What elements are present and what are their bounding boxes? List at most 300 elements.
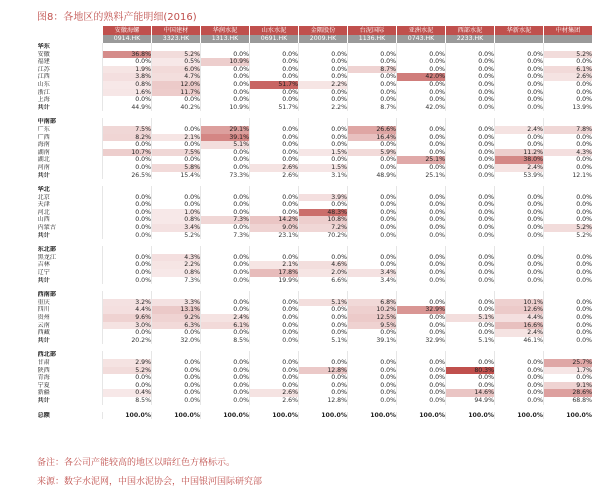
value-cell: 0.0% bbox=[446, 216, 495, 224]
value-cell: 0.0% bbox=[250, 134, 299, 142]
empty-cell bbox=[250, 118, 299, 126]
empty-cell bbox=[397, 186, 446, 194]
value-cell: 0.0% bbox=[446, 269, 495, 277]
value-cell: 0.5% bbox=[152, 58, 201, 66]
value-cell: 0.0% bbox=[201, 96, 250, 104]
value-cell: 0.0% bbox=[201, 261, 250, 269]
value-cell: 13.9% bbox=[544, 104, 593, 112]
value-cell: 0.0% bbox=[201, 397, 250, 405]
value-cell: 0.0% bbox=[201, 299, 250, 307]
value-cell: 0.0% bbox=[397, 232, 446, 240]
value-cell: 0.0% bbox=[544, 277, 593, 285]
subtotal-row bbox=[38, 232, 593, 240]
value-cell: 0.0% bbox=[299, 254, 348, 262]
value-cell: 0.0% bbox=[103, 254, 152, 262]
value-cell: 0.0% bbox=[495, 201, 544, 209]
value-cell: 5.2% bbox=[544, 232, 593, 240]
value-cell: 2.6% bbox=[250, 397, 299, 405]
value-cell: 1.9% bbox=[103, 66, 152, 74]
value-cell: 0.0% bbox=[446, 232, 495, 240]
value-cell: 100.0% bbox=[495, 412, 544, 420]
empty-cell bbox=[544, 351, 593, 359]
value-cell: 3.4% bbox=[152, 224, 201, 232]
value-cell: 6.1% bbox=[544, 66, 593, 74]
row-label: 江苏 bbox=[37, 65, 50, 73]
row-label: 安徽 bbox=[37, 50, 50, 58]
empty-cell bbox=[495, 351, 544, 359]
row-label: 江西 bbox=[37, 73, 50, 81]
value-cell: 2.6% bbox=[250, 164, 299, 172]
value-cell: 6.0% bbox=[152, 66, 201, 74]
value-cell: 2.0% bbox=[299, 269, 348, 277]
row-label: 共计 bbox=[37, 103, 50, 111]
value-cell: 4.4% bbox=[103, 306, 152, 314]
company-header: 中国建材 bbox=[152, 26, 201, 35]
empty-cell bbox=[103, 351, 152, 359]
value-cell: 0.0% bbox=[103, 374, 152, 382]
value-cell: 2.6% bbox=[250, 389, 299, 397]
value-cell: 39.1% bbox=[348, 337, 397, 345]
value-cell: 0.0% bbox=[495, 277, 544, 285]
value-cell: 0.0% bbox=[495, 194, 544, 202]
empty-cell bbox=[103, 291, 152, 299]
stock-code-row bbox=[38, 35, 593, 43]
value-cell: 0.0% bbox=[348, 359, 397, 367]
empty-cell bbox=[495, 186, 544, 194]
value-cell: 0.0% bbox=[201, 51, 250, 59]
value-cell: 10.9% bbox=[201, 58, 250, 66]
value-cell: 3.1% bbox=[299, 172, 348, 180]
value-cell: 0.0% bbox=[299, 141, 348, 149]
row-label: 海南 bbox=[37, 141, 50, 149]
value-cell: 9.2% bbox=[152, 314, 201, 322]
value-cell: 7.3% bbox=[201, 216, 250, 224]
value-cell: 80.3% bbox=[446, 367, 495, 375]
value-cell: 0.0% bbox=[250, 374, 299, 382]
value-cell: 0.0% bbox=[397, 314, 446, 322]
value-cell: 7.8% bbox=[544, 126, 593, 134]
value-cell: 10.1% bbox=[495, 299, 544, 307]
value-cell: 0.0% bbox=[446, 374, 495, 382]
value-cell: 0.0% bbox=[446, 134, 495, 142]
value-cell: 0.0% bbox=[495, 134, 544, 142]
province-row bbox=[38, 306, 593, 314]
province-row bbox=[38, 58, 593, 66]
value-cell: 0.0% bbox=[397, 216, 446, 224]
province-row bbox=[38, 314, 593, 322]
empty-cell bbox=[544, 43, 593, 51]
value-cell: 0.0% bbox=[348, 81, 397, 89]
value-cell: 2.1% bbox=[152, 134, 201, 142]
empty-cell bbox=[152, 186, 201, 194]
value-cell: 0.0% bbox=[103, 224, 152, 232]
value-cell: 0.0% bbox=[201, 224, 250, 232]
value-cell: 12.6% bbox=[495, 306, 544, 314]
subtotal-row bbox=[38, 397, 593, 405]
value-cell: 0.0% bbox=[397, 374, 446, 382]
value-cell: 0.0% bbox=[103, 156, 152, 164]
empty-cell bbox=[103, 246, 152, 254]
province-row bbox=[38, 156, 593, 164]
value-cell: 0.0% bbox=[544, 374, 593, 382]
empty-cell bbox=[446, 291, 495, 299]
value-cell: 0.0% bbox=[348, 261, 397, 269]
province-row bbox=[38, 51, 593, 59]
value-cell: 0.0% bbox=[446, 359, 495, 367]
value-cell: 0.0% bbox=[103, 232, 152, 240]
value-cell: 1.5% bbox=[299, 149, 348, 157]
value-cell: 0.0% bbox=[397, 66, 446, 74]
value-cell: 0.4% bbox=[103, 389, 152, 397]
value-cell: 5.9% bbox=[348, 149, 397, 157]
value-cell: 0.0% bbox=[446, 141, 495, 149]
value-cell: 0.0% bbox=[348, 58, 397, 66]
value-cell: 6.8% bbox=[348, 299, 397, 307]
value-cell: 0.0% bbox=[397, 51, 446, 59]
value-cell: 0.0% bbox=[446, 254, 495, 262]
value-cell: 0.0% bbox=[299, 322, 348, 330]
value-cell: 5.1% bbox=[446, 337, 495, 345]
stock-code: 2009.HK bbox=[299, 35, 348, 43]
value-cell: 100.0% bbox=[250, 412, 299, 420]
grand-total-row bbox=[38, 412, 593, 420]
value-cell: 0.0% bbox=[103, 261, 152, 269]
value-cell: 0.0% bbox=[103, 201, 152, 209]
capacity-heatmap-table bbox=[37, 26, 592, 419]
value-cell: 0.0% bbox=[397, 201, 446, 209]
value-cell: 1.5% bbox=[299, 164, 348, 172]
value-cell: 0.0% bbox=[544, 96, 593, 104]
value-cell: 0.0% bbox=[299, 389, 348, 397]
value-cell: 0.0% bbox=[544, 194, 593, 202]
row-label: 青海 bbox=[37, 374, 50, 382]
row-label: 贵州 bbox=[37, 314, 50, 321]
empty-cell bbox=[103, 118, 152, 126]
value-cell: 0.0% bbox=[152, 374, 201, 382]
value-cell: 0.0% bbox=[299, 329, 348, 337]
empty-cell bbox=[348, 186, 397, 194]
stock-code: 0914.HK bbox=[103, 35, 152, 43]
value-cell: 0.0% bbox=[250, 73, 299, 81]
value-cell: 0.0% bbox=[103, 269, 152, 277]
value-cell: 0.0% bbox=[250, 367, 299, 375]
region-label: 西北部 bbox=[37, 351, 57, 359]
chart-title: 图8：各地区的熟料产能明细(2016) bbox=[37, 12, 197, 23]
spacer-row bbox=[38, 179, 593, 186]
value-cell: 8.2% bbox=[103, 134, 152, 142]
region-section-row bbox=[38, 186, 593, 194]
value-cell: 0.0% bbox=[397, 382, 446, 390]
value-cell: 0.0% bbox=[250, 254, 299, 262]
spacer bbox=[38, 111, 593, 118]
value-cell: 70.2% bbox=[299, 232, 348, 240]
value-cell: 9.6% bbox=[103, 314, 152, 322]
empty-cell bbox=[103, 43, 152, 51]
value-cell: 5.2% bbox=[544, 51, 593, 59]
spacer bbox=[38, 179, 593, 186]
row-label: 北京 bbox=[37, 193, 50, 201]
value-cell: 0.0% bbox=[348, 224, 397, 232]
value-cell: 73.3% bbox=[201, 172, 250, 180]
value-cell: 0.0% bbox=[544, 261, 593, 269]
value-cell: 0.0% bbox=[544, 89, 593, 97]
value-cell: 0.0% bbox=[397, 269, 446, 277]
value-cell: 0.0% bbox=[299, 359, 348, 367]
value-cell: 5.1% bbox=[446, 314, 495, 322]
value-cell: 0.0% bbox=[495, 51, 544, 59]
stock-code: 0743.HK bbox=[397, 35, 446, 43]
value-cell: 0.0% bbox=[201, 73, 250, 81]
value-cell: 0.0% bbox=[446, 209, 495, 217]
value-cell: 0.0% bbox=[348, 216, 397, 224]
value-cell: 12.8% bbox=[299, 367, 348, 375]
value-cell: 28.6% bbox=[544, 389, 593, 397]
value-cell: 6.6% bbox=[299, 277, 348, 285]
stock-code bbox=[495, 35, 544, 43]
value-cell: 0.0% bbox=[103, 96, 152, 104]
value-cell: 0.0% bbox=[250, 194, 299, 202]
company-header: 华润水泥 bbox=[201, 26, 250, 35]
value-cell: 0.0% bbox=[152, 359, 201, 367]
value-cell: 16.4% bbox=[348, 134, 397, 142]
value-cell: 0.0% bbox=[397, 194, 446, 202]
value-cell: 0.0% bbox=[544, 269, 593, 277]
value-cell: 0.0% bbox=[495, 389, 544, 397]
province-row bbox=[38, 329, 593, 337]
value-cell: 9.1% bbox=[544, 382, 593, 390]
value-cell: 0.0% bbox=[397, 209, 446, 217]
value-cell: 11.7% bbox=[152, 89, 201, 97]
province-row bbox=[38, 81, 593, 89]
company-header: 华新水泥 bbox=[495, 26, 544, 35]
empty-cell bbox=[250, 291, 299, 299]
value-cell: 0.0% bbox=[397, 141, 446, 149]
value-cell: 0.0% bbox=[348, 232, 397, 240]
value-cell: 0.0% bbox=[299, 156, 348, 164]
value-cell: 0.0% bbox=[397, 224, 446, 232]
row-label: 吉林 bbox=[37, 261, 50, 269]
value-cell: 2.6% bbox=[250, 172, 299, 180]
empty-cell bbox=[103, 186, 152, 194]
value-cell: 4.3% bbox=[544, 149, 593, 157]
value-cell: 4.3% bbox=[152, 254, 201, 262]
empty-cell bbox=[446, 43, 495, 51]
province-row bbox=[38, 224, 593, 232]
value-cell: 0.0% bbox=[446, 172, 495, 180]
subtotal-row bbox=[38, 104, 593, 112]
empty-cell bbox=[152, 43, 201, 51]
value-cell: 0.0% bbox=[201, 382, 250, 390]
value-cell: 100.0% bbox=[544, 412, 593, 420]
province-row bbox=[38, 374, 593, 382]
value-cell: 0.0% bbox=[446, 89, 495, 97]
empty-cell bbox=[348, 43, 397, 51]
value-cell: 0.0% bbox=[201, 269, 250, 277]
value-cell: 0.8% bbox=[152, 216, 201, 224]
value-cell: 0.0% bbox=[250, 314, 299, 322]
value-cell: 32.0% bbox=[152, 337, 201, 345]
value-cell: 0.0% bbox=[446, 306, 495, 314]
value-cell: 32.9% bbox=[397, 337, 446, 345]
empty-cell bbox=[299, 351, 348, 359]
row-label: 共计 bbox=[37, 231, 50, 239]
value-cell: 0.0% bbox=[446, 126, 495, 134]
empty-cell bbox=[299, 186, 348, 194]
value-cell: 0.0% bbox=[397, 397, 446, 405]
empty-cell bbox=[201, 291, 250, 299]
value-cell: 7.5% bbox=[152, 149, 201, 157]
empty-cell bbox=[495, 246, 544, 254]
value-cell: 0.0% bbox=[250, 382, 299, 390]
value-cell: 51.7% bbox=[250, 81, 299, 89]
row-label: 甘肃 bbox=[37, 358, 50, 366]
empty-cell bbox=[544, 118, 593, 126]
empty-cell bbox=[348, 246, 397, 254]
row-label: 四川 bbox=[37, 306, 50, 314]
value-cell: 5.2% bbox=[152, 51, 201, 59]
value-cell: 39.1% bbox=[201, 134, 250, 142]
empty-cell bbox=[152, 351, 201, 359]
value-cell: 0.0% bbox=[152, 382, 201, 390]
value-cell: 5.8% bbox=[152, 164, 201, 172]
value-cell: 0.0% bbox=[348, 397, 397, 405]
value-cell: 0.0% bbox=[348, 382, 397, 390]
value-cell: 10.2% bbox=[348, 306, 397, 314]
empty-cell bbox=[201, 43, 250, 51]
value-cell: 0.0% bbox=[397, 126, 446, 134]
spacer-row bbox=[38, 284, 593, 291]
value-cell: 0.0% bbox=[397, 89, 446, 97]
value-cell: 0.0% bbox=[348, 164, 397, 172]
value-cell: 0.0% bbox=[397, 261, 446, 269]
row-label: 共计 bbox=[37, 336, 50, 344]
value-cell: 0.0% bbox=[348, 329, 397, 337]
value-cell: 51.7% bbox=[250, 104, 299, 112]
row-label: 新疆 bbox=[37, 389, 50, 397]
company-header: 金隅股份 bbox=[299, 26, 348, 35]
value-cell: 2.4% bbox=[201, 314, 250, 322]
value-cell: 0.0% bbox=[299, 126, 348, 134]
stock-code: 3323.HK bbox=[152, 35, 201, 43]
value-cell: 0.0% bbox=[201, 306, 250, 314]
value-cell: 0.0% bbox=[201, 329, 250, 337]
value-cell: 0.0% bbox=[397, 389, 446, 397]
value-cell: 38.0% bbox=[495, 156, 544, 164]
province-row bbox=[38, 382, 593, 390]
value-cell: 3.0% bbox=[103, 322, 152, 330]
value-cell: 0.0% bbox=[348, 96, 397, 104]
row-label: 总额 bbox=[37, 411, 50, 419]
value-cell: 0.0% bbox=[299, 382, 348, 390]
value-cell: 4.6% bbox=[299, 261, 348, 269]
region-section-row bbox=[38, 43, 593, 51]
province-row bbox=[38, 389, 593, 397]
row-label: 广东 bbox=[37, 125, 50, 133]
value-cell: 2.2% bbox=[299, 104, 348, 112]
value-cell: 8.5% bbox=[201, 337, 250, 345]
value-cell: 100.0% bbox=[397, 412, 446, 420]
value-cell: 7.3% bbox=[152, 277, 201, 285]
value-cell: 2.9% bbox=[103, 359, 152, 367]
value-cell: 0.0% bbox=[299, 96, 348, 104]
empty-cell bbox=[299, 246, 348, 254]
value-cell: 3.9% bbox=[299, 194, 348, 202]
value-cell: 1.6% bbox=[103, 89, 152, 97]
value-cell: 25.1% bbox=[397, 172, 446, 180]
value-cell: 0.0% bbox=[201, 164, 250, 172]
value-cell: 0.0% bbox=[299, 374, 348, 382]
empty-cell bbox=[250, 246, 299, 254]
value-cell: 0.0% bbox=[250, 58, 299, 66]
empty-cell bbox=[250, 43, 299, 51]
value-cell: 0.8% bbox=[103, 81, 152, 89]
value-cell: 3.3% bbox=[152, 299, 201, 307]
value-cell: 0.0% bbox=[397, 277, 446, 285]
empty-cell bbox=[299, 291, 348, 299]
value-cell: 10.8% bbox=[299, 216, 348, 224]
value-cell: 0.0% bbox=[250, 209, 299, 217]
value-cell: 5.1% bbox=[201, 141, 250, 149]
row-label: 山西 bbox=[37, 216, 50, 224]
value-cell: 44.9% bbox=[103, 104, 152, 112]
value-cell: 12.8% bbox=[299, 397, 348, 405]
value-cell: 0.0% bbox=[152, 141, 201, 149]
value-cell: 0.8% bbox=[152, 269, 201, 277]
province-row bbox=[38, 201, 593, 209]
value-cell: 0.0% bbox=[152, 389, 201, 397]
row-label: 共计 bbox=[37, 171, 50, 179]
row-label: 山东 bbox=[37, 80, 50, 88]
value-cell: 0.0% bbox=[299, 66, 348, 74]
row-label: 重庆 bbox=[37, 298, 50, 306]
company-header: 台泥国际 bbox=[348, 26, 397, 35]
value-cell: 0.0% bbox=[250, 51, 299, 59]
empty-cell bbox=[201, 246, 250, 254]
value-cell: 0.0% bbox=[152, 201, 201, 209]
empty-cell bbox=[201, 351, 250, 359]
row-label: 上海 bbox=[37, 96, 50, 104]
value-cell: 0.0% bbox=[103, 164, 152, 172]
value-cell: 0.0% bbox=[250, 89, 299, 97]
value-cell: 5.2% bbox=[103, 367, 152, 375]
empty-cell bbox=[152, 118, 201, 126]
value-cell: 0.0% bbox=[495, 81, 544, 89]
value-cell: 0.0% bbox=[446, 149, 495, 157]
value-cell: 0.0% bbox=[201, 209, 250, 217]
value-cell: 5.1% bbox=[299, 299, 348, 307]
value-cell: 0.0% bbox=[495, 66, 544, 74]
value-cell: 0.0% bbox=[250, 156, 299, 164]
value-cell: 0.0% bbox=[397, 81, 446, 89]
value-cell: 0.0% bbox=[397, 254, 446, 262]
value-cell: 0.0% bbox=[299, 201, 348, 209]
value-cell: 0.0% bbox=[348, 141, 397, 149]
value-cell: 9.5% bbox=[348, 322, 397, 330]
row-label: 西藏 bbox=[37, 329, 50, 337]
row-label: 福建 bbox=[37, 58, 50, 66]
value-cell: 6.1% bbox=[201, 322, 250, 330]
value-cell: 42.0% bbox=[397, 104, 446, 112]
value-cell: 0.0% bbox=[495, 382, 544, 390]
province-row bbox=[38, 209, 593, 217]
value-cell: 9.0% bbox=[250, 224, 299, 232]
value-cell: 0.0% bbox=[495, 269, 544, 277]
value-cell: 2.2% bbox=[299, 81, 348, 89]
value-cell: 5.2% bbox=[152, 232, 201, 240]
subtotal-row bbox=[38, 172, 593, 180]
value-cell: 40.2% bbox=[152, 104, 201, 112]
province-row bbox=[38, 367, 593, 375]
